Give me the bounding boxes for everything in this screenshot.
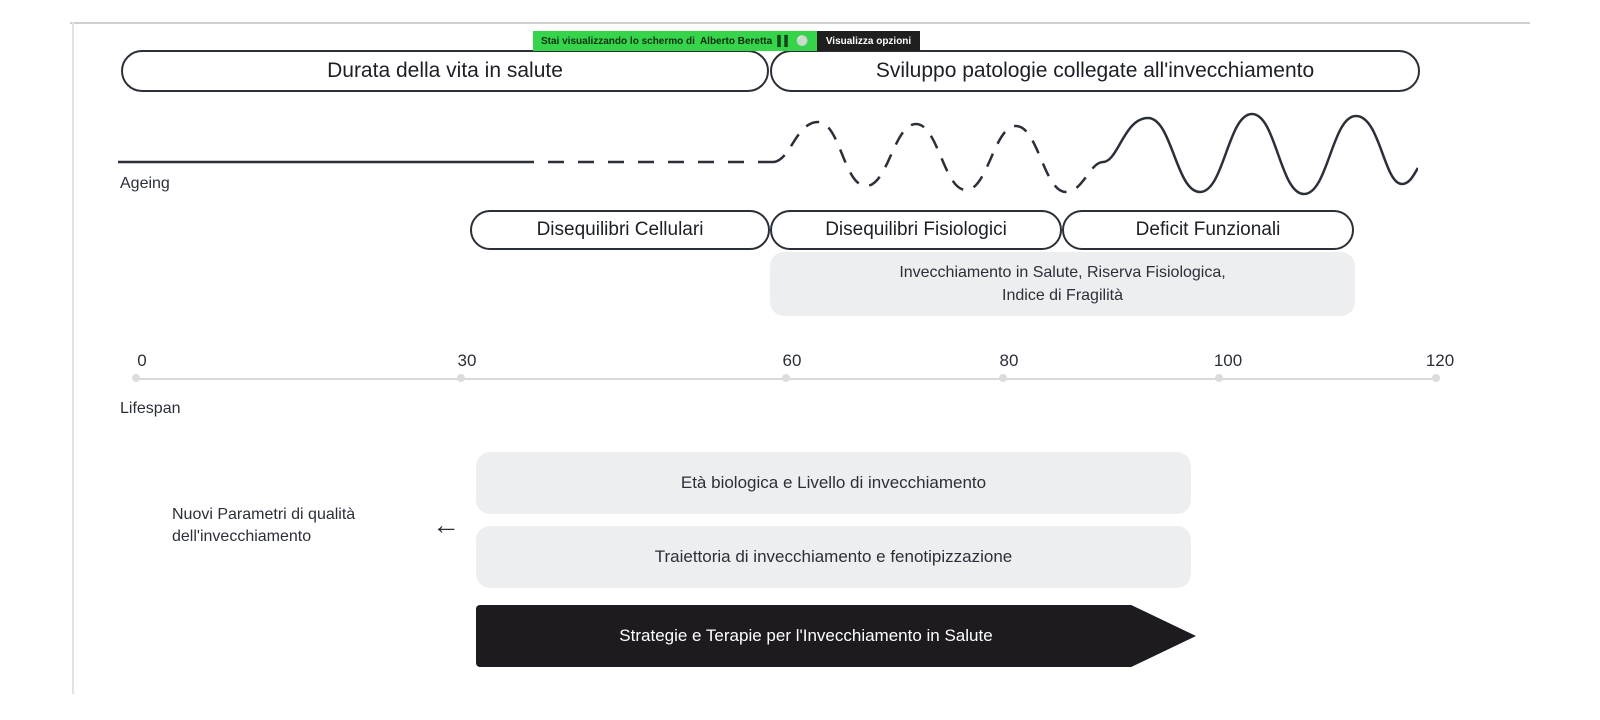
panel-healthy-ageing-reserve — [770, 252, 1355, 316]
strategy-banner-label: Strategie e Terapie per l'Invecchiamento in Salute — [619, 626, 993, 645]
new-parameters-line2: dell'invecchiamento — [172, 528, 312, 546]
ageing-axis-caption: Ageing — [120, 175, 170, 192]
lifespan-tick-label: 0 — [137, 351, 147, 370]
stop-icon[interactable]: ⚪ — [796, 35, 809, 47]
left-arrow-icon: ← — [432, 509, 460, 540]
lifespan-axis — [118, 351, 1455, 395]
share-message: Stai visualizzando lo schermo di — [541, 35, 695, 47]
lifespan-tick-label: 80 — [999, 351, 1019, 370]
new-parameters-line1: Nuovi Parametri di qualità — [172, 506, 356, 523]
view-options-label: Visualizza opzioni — [825, 35, 912, 47]
lifespan-tick-label: 100 — [1213, 351, 1243, 370]
pill-healthspan — [121, 50, 769, 92]
view-options-button[interactable] — [817, 31, 920, 51]
share-person: Alberto Beretta — [699, 35, 773, 47]
pill-functional-deficit — [1062, 210, 1354, 250]
panel-reserve-line2: Indice di Fragilità — [1002, 287, 1123, 304]
pill-physiological-imbalance — [770, 210, 1062, 250]
pill-pathology — [770, 50, 1420, 92]
panel-ageing-trajectory — [476, 526, 1191, 588]
pause-icon[interactable]: ▌▌ — [777, 35, 792, 47]
ageing-curve — [118, 100, 1418, 205]
pill-pathology-label: Sviluppo patologie collegate all'invecchiamento — [875, 58, 1315, 82]
left-divider — [72, 22, 74, 694]
lifespan-tick — [132, 374, 140, 382]
pill-physiological-imbalance-label: Disequilibri Fisiologici — [825, 219, 1007, 241]
pill-healthspan-label: Durata della vita in salute — [327, 58, 563, 82]
lifespan-tick-label: 30 — [457, 351, 477, 370]
pill-cellular-imbalance-label: Disequilibri Cellulari — [536, 219, 704, 241]
panel-ageing-trajectory-label: Traiettoria di invecchiamento e fenotipizzazione — [654, 546, 1013, 566]
pill-functional-deficit-label: Deficit Funzionali — [1135, 219, 1281, 241]
new-parameters-annotation — [172, 504, 422, 549]
panel-biological-age-label: Età biologica e Livello di invecchiamento — [680, 472, 987, 492]
top-divider — [70, 22, 1530, 24]
pill-cellular-imbalance — [470, 210, 770, 250]
share-status — [533, 31, 817, 51]
strategy-banner — [476, 605, 1196, 667]
panel-biological-age — [476, 452, 1191, 514]
panel-reserve-line1: Invecchiamento in Salute, Riserva Fisiologica, — [899, 263, 1226, 281]
lifespan-tick — [457, 374, 465, 382]
lifespan-tick — [1432, 374, 1440, 382]
lifespan-tick — [999, 374, 1007, 382]
lifespan-tick — [782, 374, 790, 382]
lifespan-tick-label: 120 — [1425, 351, 1455, 370]
lifespan-tick — [1215, 374, 1223, 382]
lifespan-tick-label: 60 — [782, 351, 802, 370]
screen-share-banner — [533, 31, 920, 51]
lifespan-axis-caption: Lifespan — [120, 400, 181, 417]
